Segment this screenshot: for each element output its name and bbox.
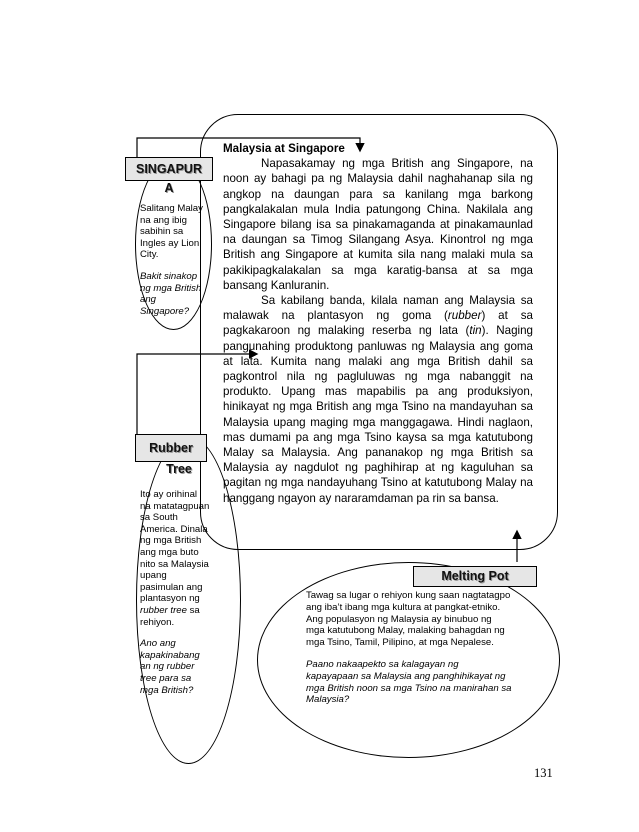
rubber-text-italic: rubber tree: [140, 604, 187, 616]
melting-pot-definition: Tawag sa lugar o rehiyon kung saan nagtatagpo ang iba’t ibang mga kultura at pangkat-etniko. Ang populasyon ng Malaysia ay binubuo ng mga katutubong Malay, malaking bahagdan ng mga Tsino, Tamil, Pilipino, at mga Nepalese.: [306, 590, 511, 649]
singapura-question: Bakit sinakop ng mga British ang Singapore?: [140, 270, 202, 317]
rubber-text: [140, 489, 210, 696]
para2-rubber: rubber: [447, 309, 482, 323]
singapura-label-2: [125, 181, 213, 197]
article-paragraph-1: Napasakamay ng mga British ang Singapore, na noon ay bahagi pa ng Malaysia dahil naghahanap sila ng angkop na daungan para sa kanilang mga barkong pangkalakalan mula India patungong China. Nakilala ang Singapore bilang isa sa pinakamaganda at pinakamaunlad na daungan sa Timog Silangang Asya. Kinontrol ng mga British ang Singapore at kumita sila nang malaki mula sa pakikipagkalakalan sa mga karatig-bansa at sa mga bansang Kanluranin.: [223, 157, 533, 292]
melting-pot-label-text: Melting Pot: [441, 569, 509, 583]
melting-pot-question: Paano nakaapekto sa kalagayan ng kapayapaan sa Malaysia ang panghihikayat ng mga British noon sa mga Tsino na manirahan sa Malaysia?: [306, 658, 512, 706]
rubber-text-b: sa rehiyon.: [140, 604, 200, 628]
page-number: 131: [534, 766, 553, 780]
rubber-connector: [137, 354, 256, 436]
para2-part-c: ). Naging pangunahing produktong panluwas ng Malaysia ang goma at lata. Kumita nang malaki ang mga British dahil sa pagkontrol nila ng pagluluwas ng mga nabanggit na produkto. Upang mas mapabilis pa ang produksiyon, hinikayat ng mga British ang mga Tsino na mandayuhan sa Malaysia upang maging mga manggagawa. Hindi naglaon, mas dumami pa ang mga Tsino kaysa sa mga katutubong Malay sa Malaysia. Ang pananakop ng mga British sa Malaysia ay nagdulot ng paghihirap at ng kaguluhan sa pagitan ng mga nandayuhang Tsino at katutubong Malay na hanggang ngayon ay nararamdaman pa rin sa bansa.: [223, 324, 533, 505]
rubber-label-2: [135, 462, 223, 478]
rubber-text-a: Ito ay orihinal na matatagpuan sa South America. Dinala ng mga British ang mga buto nito sa Malaysia upang pasimulan ang plantasyon ng: [140, 489, 210, 605]
para2-part-b: ) at sa pagkakaroon ng malaking reserba ng lata (: [223, 309, 533, 338]
rubber-question: Ano ang kapakinabang an ng rubber tree para sa mga British?: [140, 638, 200, 696]
para2-tin: tin: [469, 324, 482, 338]
rubber-definition: [140, 489, 210, 628]
rubber-label: [135, 434, 207, 462]
singapura-label: [125, 157, 213, 181]
singapura-definition: Salitang Malay na ang ibig sabihin sa Ingles ay Lion City.: [140, 203, 203, 261]
para2-part-a: Sa kabilang banda, kilala naman ang Malaysia sa malawak na plantasyon ng goma (: [223, 294, 533, 323]
singapura-text: [140, 203, 206, 317]
melting-pot-label: [413, 566, 537, 587]
singapura-label-line2: A: [164, 181, 174, 195]
singapura-label-line1: SINGAPUR: [136, 162, 202, 176]
melting-pot-text: [306, 590, 512, 706]
article-title: Malaysia at Singapore: [223, 142, 345, 155]
rubber-label-line2: Tree: [166, 462, 192, 476]
singapura-connector: [137, 138, 360, 157]
rubber-label-line1: Rubber: [149, 441, 193, 455]
